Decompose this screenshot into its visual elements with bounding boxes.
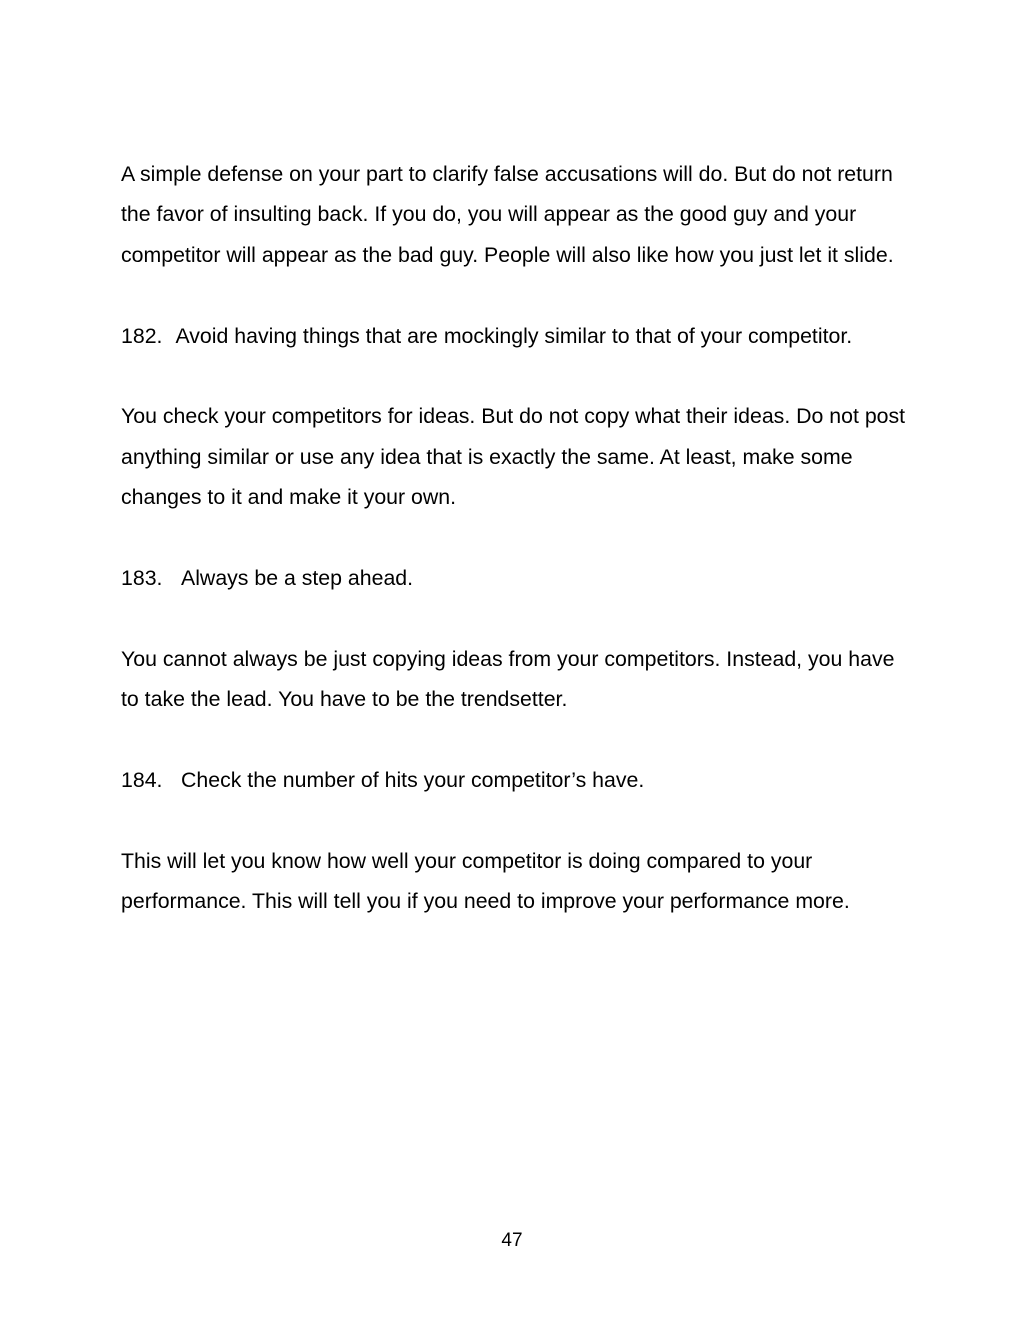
paragraph: You cannot always be just copying ideas from your competitors. Instead, you have to take the lead. You have to be the trendsetter. (121, 646, 895, 712)
paragraph: This will let you know how well your competitor is doing compared to your performance. This will tell you if you need to improve your performance more. (121, 848, 850, 914)
item-number: 182. (121, 323, 163, 348)
item-number: 183. (121, 566, 163, 591)
item-heading-text: Always be a step ahead. (181, 566, 414, 591)
list-item-heading (121, 316, 911, 356)
item-heading-text: Avoid having things that are mockingly similar to that of your competitor. (175, 323, 853, 348)
page-content (121, 154, 911, 962)
list-item-heading (121, 558, 911, 598)
page-number: 47 (501, 1230, 523, 1251)
item-heading-text: Check the number of hits your competitor’s have. (181, 768, 645, 793)
item-number: 184. (121, 768, 163, 793)
paragraph: A simple defense on your part to clarify false accusations will do. But do not return the favor of insulting back. If you do, you will appear as the good guy and your competitor will appear as the bad guy. People will also like how you just let it slide. (121, 162, 894, 267)
paragraph: You check your competitors for ideas. But do not copy what their ideas. Do not post anything similar or use any idea that is exactly the same. At least, make some changes to it and make it your own. (121, 404, 906, 510)
list-item-heading (121, 760, 911, 800)
